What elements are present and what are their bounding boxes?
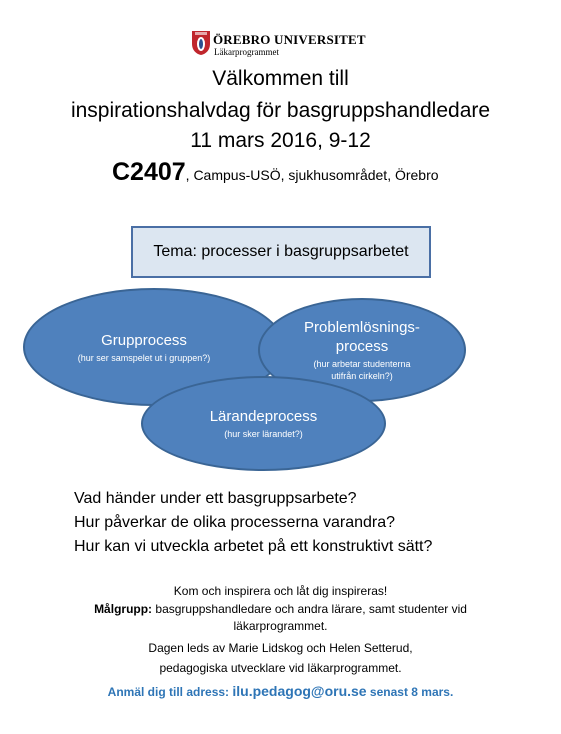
target-group-text: basgruppshandledare och andra lärare, samt studenter vid (152, 602, 467, 616)
title-date: 11 mars 2016, 9-12 (190, 129, 371, 152)
signup-prefix: Anmäl dig till adress: (107, 685, 233, 699)
process-title-cont: process (335, 338, 389, 355)
signup-line (0, 683, 561, 699)
process-subtitle: (hur sker lärandet?) (224, 429, 303, 439)
leaders-text: Dagen leds av Marie Lidskog och Helen Setterud, (148, 641, 413, 655)
invite-text: Kom och inspirera och låt dig inspireras! (173, 584, 388, 598)
process-title: Lärandeprocess (209, 408, 318, 425)
university-name: ÖREBRO UNIVERSITET (213, 32, 366, 47)
process-subtitle: (hur arbetar studenterna (313, 359, 411, 369)
university-seal-icon (191, 30, 211, 56)
location-line (112, 158, 439, 187)
question-item: Vad händer under ett basgruppsarbete? (74, 490, 357, 507)
process-subtitle: (hur ser samspelet ut i gruppen?) (77, 352, 211, 363)
title-event: inspirationshalvdag för basgruppshandledare (70, 99, 491, 122)
university-logo (191, 28, 366, 60)
target-group-label: Målgrupp: (94, 602, 153, 616)
process-ellipse-learning (141, 376, 386, 471)
process-subtitle-cont: utifrån cirkeln?) (331, 371, 393, 381)
theme-text: Tema: processer i basgruppsarbetet (153, 243, 409, 260)
signup-email-link[interactable]: ilu.pedagog@oru.se (232, 683, 367, 699)
process-title: Problemlösnings- (304, 319, 420, 336)
theme-box (131, 226, 431, 278)
location-text: , Campus-USÖ, sjukhusområdet, Örebro (185, 167, 439, 183)
leaders-role-text: pedagogiska utvecklare vid läkarprogrammet. (159, 661, 402, 675)
room-number: C2407 (112, 158, 186, 186)
target-group-text-cont: läkarprogrammet. (233, 619, 328, 633)
question-list (74, 487, 432, 559)
program-name: Läkarprogrammet (214, 47, 279, 57)
question-item: Hur kan vi utveckla arbetet på ett konstruktivt sätt? (74, 538, 433, 555)
process-title: Grupprocess (101, 331, 187, 349)
question-item: Hur påverkar de olika processerna varandra? (74, 514, 396, 531)
signup-deadline: senast 8 mars. (366, 685, 454, 699)
target-group-line (0, 601, 561, 618)
title-welcome: Välkommen till (212, 67, 349, 90)
